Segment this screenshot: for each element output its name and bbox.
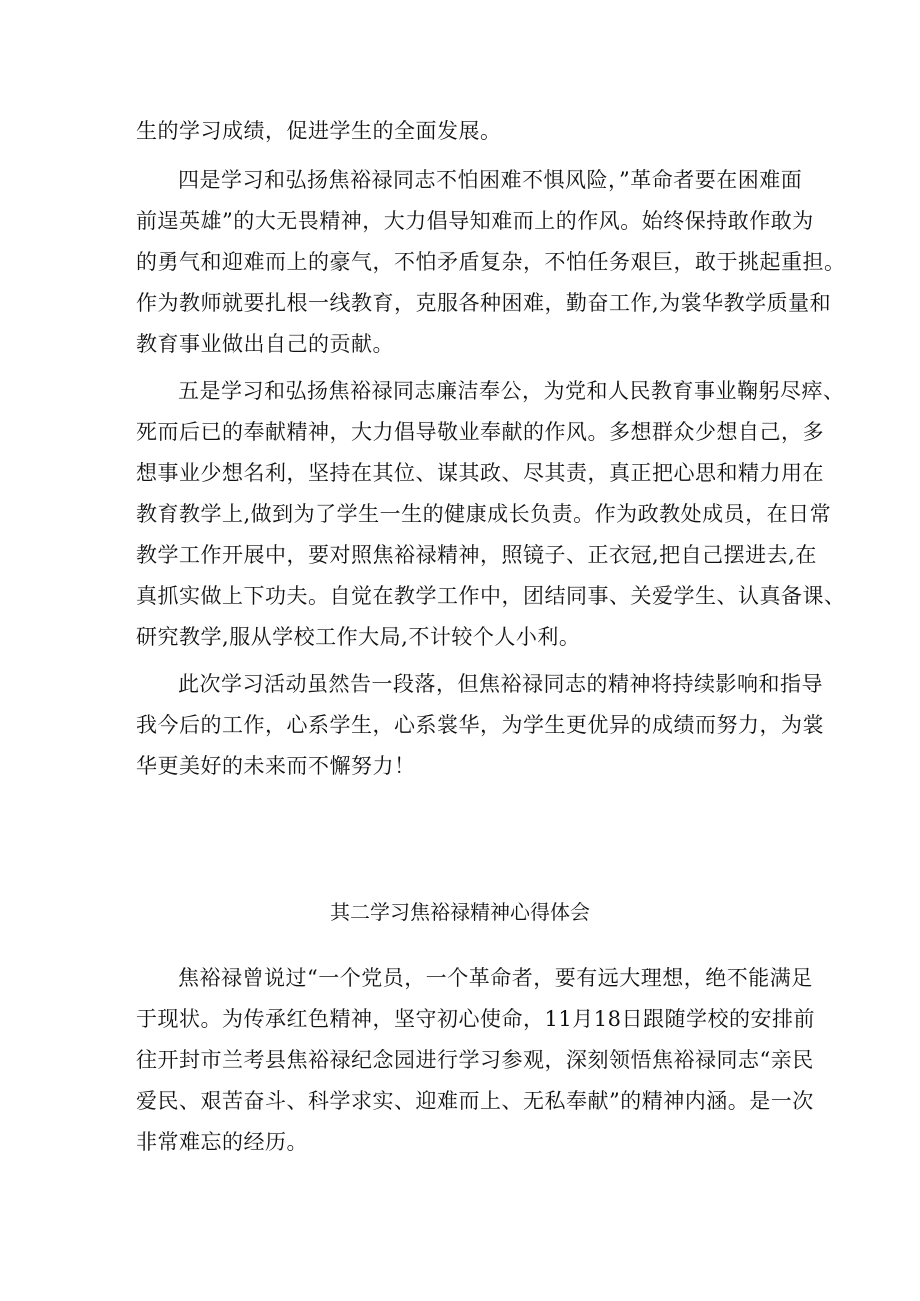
paragraph-line: 于现状。为传承红色精神，坚守初心使命，11月18日跟随学校的安排前	[136, 1007, 815, 1031]
paragraph-line: 的勇气和迎难而上的豪气，不怕矛盾复杂，不怕任务艰巨，敢于挑起重担。	[136, 250, 846, 274]
paragraph-line: 四是学习和弘扬焦裕禄同志不怕困难不惧风险，”革命者要在困难面	[178, 168, 803, 192]
paragraph-3	[136, 371, 846, 658]
paragraph-line: 焦裕禄曾说过“一个党员，一个革命者，要有远大理想，绝不能满足	[178, 966, 813, 990]
paragraph-line: 教育事业做出自己的贡献。	[136, 332, 394, 356]
paragraph-line: 作为教师就要扎根一线教育，克服各种困难，勤奋工作,为裳华教学质量和	[136, 291, 832, 315]
paragraph-line: 想事业少想名利，坚持在其位、谋其政、尽其责，真正把心思和精力用在	[136, 461, 824, 485]
paragraph-line: 前逞英雄”的大无畏精神，大力倡导知难而上的作风。始终保持敢作敢为	[136, 209, 814, 233]
paragraph-line: 爱民、艰苦奋斗、科学求实、迎难而上、无私奉献”的精神内涵。是一次	[136, 1089, 814, 1113]
paragraph-line: 我今后的工作，心系学生，心系裳华，为学生更优异的成绩而努力，为裳	[136, 713, 824, 737]
paragraph-line: 此次学习活动虽然告一段落，但焦裕禄同志的精神将持续影响和指导	[178, 672, 823, 696]
paragraph-line: 五是学习和弘扬焦裕禄同志廉洁奉公，为党和人民教育事业鞠躬尽瘁、	[178, 379, 845, 403]
paragraph-line: 研究教学,服从学校工作大局,不计较个人小利。	[136, 625, 581, 649]
paragraph-line: 华更美好的未来而不懈努力！	[136, 754, 416, 778]
paragraph-line: 生的学习成绩，促进学生的全面发展。	[136, 119, 502, 143]
paragraph-4	[136, 664, 824, 787]
paragraph-2	[136, 160, 846, 365]
section-title: 其二学习焦裕禄精神心得体会	[330, 900, 590, 924]
paragraph-1	[136, 111, 796, 152]
paragraph-line: 真抓实做上下功夫。自觉在教学工作中，团结同事、关爱学生、认真备课、	[136, 584, 846, 608]
paragraph-line: 往开封市兰考县焦裕禄纪念园进行学习参观，深刻领悟焦裕禄同志“亲民	[136, 1048, 814, 1072]
paragraph-line: 非常难忘的经历。	[136, 1130, 308, 1154]
paragraph-line: 教育教学上,做到为了学生一生的健康成长负责。作为政教处成员，在日常	[136, 502, 832, 526]
paragraph-5	[136, 958, 815, 1163]
paragraph-line: 死而后已的奉献精神，大力倡导敬业奉献的作风。多想群众少想自己，多	[136, 420, 824, 444]
paragraph-line: 教学工作开展中，要对照焦裕禄精神，照镜子、正衣冠,把自己摆进去,在	[136, 543, 817, 567]
